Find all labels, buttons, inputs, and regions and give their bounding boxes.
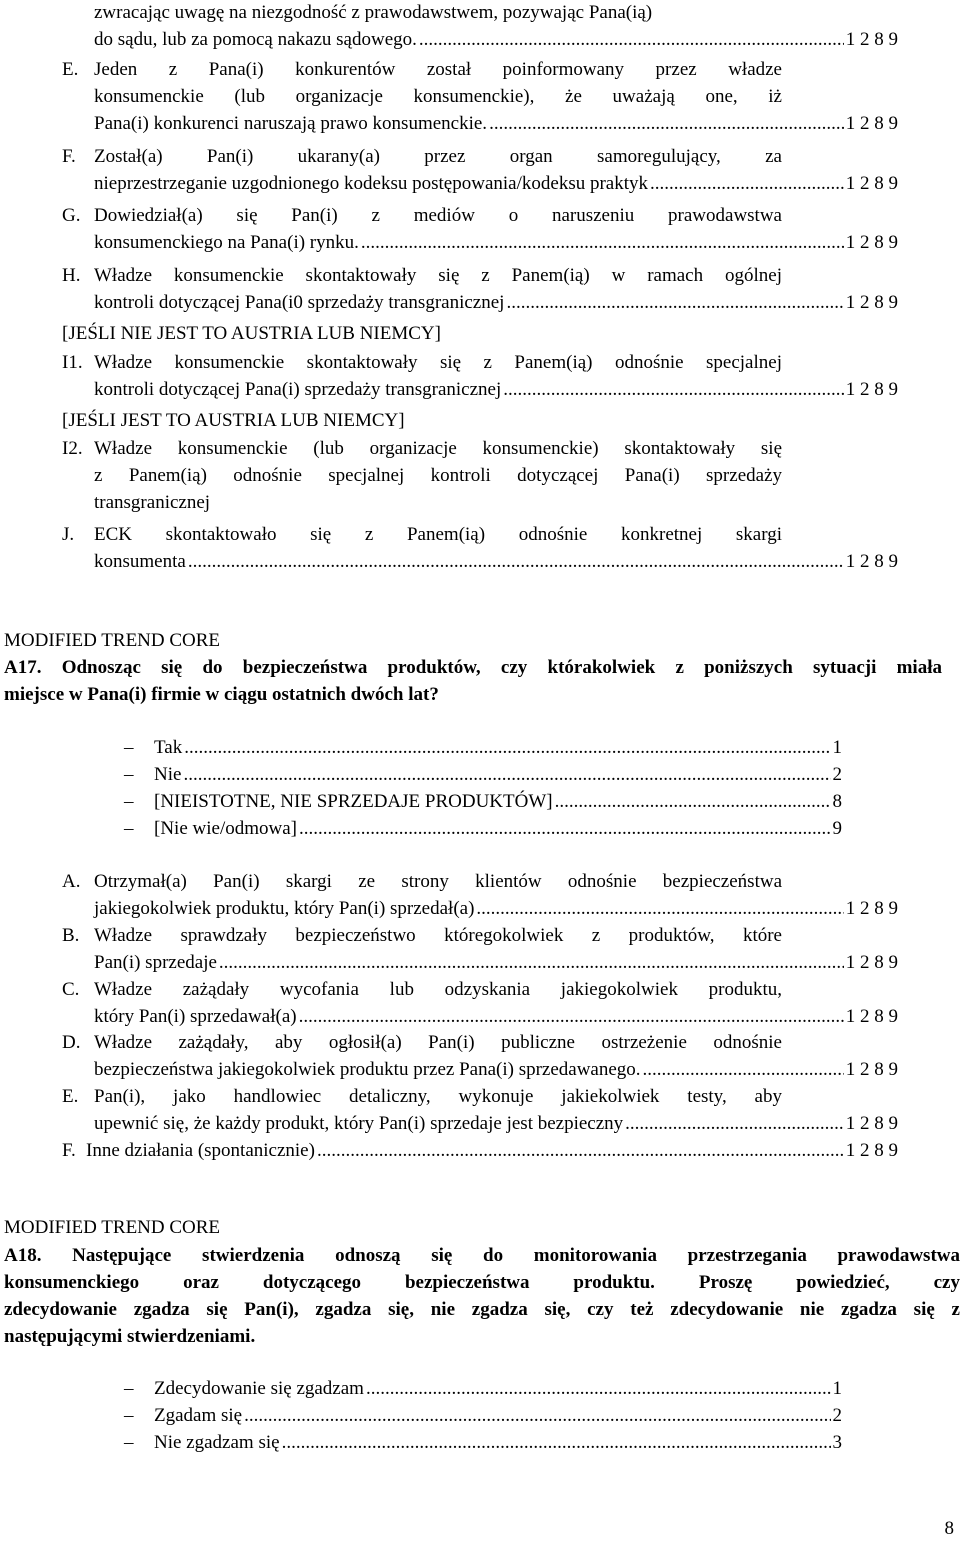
bullet-dash: – [124,1432,134,1453]
bullet-dash: – [124,1378,134,1399]
answer-option: Zgadam się ..... 2 [154,1405,842,1427]
answer-codes: 1 2 8 9 [845,232,898,253]
item-text: Władze sprawdzały bezpieczeństwo któregokolwiek z produktów, które [94,925,782,946]
option-code: 1 [832,1378,842,1399]
question-text: A17. Odnosząc się do bezpieczeństwa produktów, czy którakolwiek z poniższych sytuacji miała [4,657,942,678]
item-text: z Panem(ią) odnośnie specjalnej kontroli dotyczącej Pana(i) sprzedaży [94,465,782,486]
answer-codes: 1 2 8 9 [845,952,898,973]
bullet-dash: – [124,791,134,812]
item-text: Został(a) Pan(i) ukarany(a) przez organ samoregulujący, za [94,146,782,167]
item-last-line: kontroli dotyczącej Pana(i) sprzedaży transgranicznej ..... 1 2 8 9 [94,379,898,401]
item-last-line: konsumenckiego na Pana(i) rynku. ..... 1 2 8 9 [94,232,898,254]
item-last-line: który Pan(i) sprzedawał(a) ..... 1 2 8 9 [94,1006,898,1028]
answer-codes: 1 2 8 9 [845,173,898,194]
item-text: Jeden z Pana(i) konkurentów został poinformowany przez władze [94,59,782,80]
option-code: 3 [832,1432,842,1453]
answer-codes: 1 2 8 9 [845,1006,898,1027]
continuation-last-line: do sądu, lub za pomocą nakazu sądowego. ..... 1 2 8 9 [94,29,898,51]
option-code: 9 [832,818,842,839]
item-letter: E. [62,1086,79,1107]
option-code: 2 [832,764,842,785]
answer-codes: 1 2 8 9 [845,898,898,919]
item-text: Władze konsumenckie skontaktowały się z Panem(ią) odnośnie specjalnej [94,352,782,373]
continuation-line: zwracając uwagę na niezgodność z prawodawstwem, pozywając Pana(ią) [94,2,653,23]
answer-codes: 1 2 8 9 [845,29,898,50]
item-last-line: upewnić się, że każdy produkt, który Pan(i) sprzedaje jest bezpieczny ..... 1 2 8 9 [94,1113,898,1135]
item-last-line: bezpieczeństwa jakiegokolwiek produktu przez Pana(i) sprzedawanego. ..... 1 2 8 9 [94,1059,898,1081]
item-letter: E. [62,59,79,80]
item-last-line: kontroli dotyczącej Pana(i0 sprzedaży transgranicznej ..... 1 2 8 9 [94,292,898,314]
item-text: Pan(i), jako handlowiec detaliczny, wykonuje jakiekolwiek testy, aby [94,1086,782,1107]
answer-option: [Nie wie/odmowa] ..... 9 [154,818,842,840]
item-letter: C. [62,979,80,1000]
bullet-dash: – [124,1405,134,1426]
item-letter: F. [62,1140,76,1161]
item-text: Dowiedział(a) się Pan(i) z mediów o naruszeniu prawodawstwa [94,205,782,226]
bullet-dash: – [124,737,134,758]
question-text: zdecydowanie zgadza się Pan(i), zgadza się, nie zgadza się, czy też zdecydowanie nie zgadza się z [4,1299,960,1320]
answer-codes: 1 2 8 9 [845,1113,898,1134]
routing-instruction: [JEŚLI NIE JEST TO AUSTRIA LUB NIEMCY] [62,323,441,344]
option-code: 1 [832,737,842,758]
bullet-dash: – [124,818,134,839]
item-letter: F. [62,146,76,167]
item-letter: D. [62,1032,81,1053]
section-header: MODIFIED TREND CORE [4,630,221,651]
answer-option: [NIEISTOTNE, NIE SPRZEDAJE PRODUKTÓW] ..... 8 [154,791,842,813]
item-text: Władze konsumenckie (lub organizacje konsumenckie) skontaktowały się [94,438,782,459]
answer-option: Nie ..... 2 [154,764,842,786]
item-letter: J. [62,524,75,545]
answer-option: Zdecydowanie się zgadzam ..... 1 [154,1378,842,1400]
routing-instruction: [JEŚLI JEST TO AUSTRIA LUB NIEMCY] [62,410,405,431]
page-number: 8 [944,1518,954,1539]
item-text: Władze konsumenckie skontaktowały się z Panem(ią) w ramach ogólnej [94,265,782,286]
item-letter: B. [62,925,80,946]
item-last-line: konsumenta ..... 1 2 8 9 [94,551,898,573]
question-text: następującymi stwierdzeniami. [4,1326,256,1347]
item-last-line: nieprzestrzeganie uzgodnionego kodeksu postępowania/kodeksu praktyk ..... 1 2 8 9 [94,173,898,195]
answer-codes: 1 2 8 9 [845,379,898,400]
item-text: konsumenckie (lub organizacje konsumenckie), że uważają one, iż [94,86,782,107]
option-code: 8 [832,791,842,812]
item-text: Otrzymał(a) Pan(i) skargi ze strony klientów odnośnie bezpieczeństwa [94,871,782,892]
section-header: MODIFIED TREND CORE [4,1217,221,1238]
item-last-line: Pana(i) konkurenci naruszają prawo konsumenckie. ..... 1 2 8 9 [94,113,898,135]
question-text: konsumenckiego oraz dotyczącego bezpieczeństwa produktu. Proszę powiedzieć, czy [4,1272,960,1293]
item-text: ECK skontaktowało się z Panem(ią) odnośnie konkretnej skargi [94,524,782,545]
item-last-line: Inne działania (spontanicznie) ..... 1 2 8 9 [86,1140,898,1162]
question-text: miejsce w Pana(i) firmie w ciągu ostatnich dwóch lat? [4,684,439,705]
item-last-line: Pan(i) sprzedaje ..... 1 2 8 9 [94,952,898,974]
answer-codes: 1 2 8 9 [845,113,898,134]
item-text: transgranicznej [94,492,211,513]
bullet-dash: – [124,764,134,785]
item-last-line: jakiegokolwiek produktu, który Pan(i) sprzedał(a) ..... 1 2 8 9 [94,898,898,920]
option-code: 2 [832,1405,842,1426]
item-letter: I1. [62,352,83,373]
item-letter: I2. [62,438,83,459]
answer-codes: 1 2 8 9 [845,1140,898,1161]
answer-codes: 1 2 8 9 [845,551,898,572]
item-letter: H. [62,265,81,286]
answer-codes: 1 2 8 9 [845,1059,898,1080]
item-text: Władze zażądały, aby ogłosił(a) Pan(i) publiczne ostrzeżenie odnośnie [94,1032,782,1053]
answer-option: Tak ..... 1 [154,737,842,759]
item-letter: G. [62,205,81,226]
question-text: A18. Następujące stwierdzenia odnoszą się do monitorowania przestrzegania prawodawstwa [4,1245,960,1266]
item-text: Władze zażądały wycofania lub odzyskania jakiegokolwiek produktu, [94,979,782,1000]
answer-codes: 1 2 8 9 [845,292,898,313]
answer-option: Nie zgadzam się ..... 3 [154,1432,842,1454]
item-letter: A. [62,871,81,892]
